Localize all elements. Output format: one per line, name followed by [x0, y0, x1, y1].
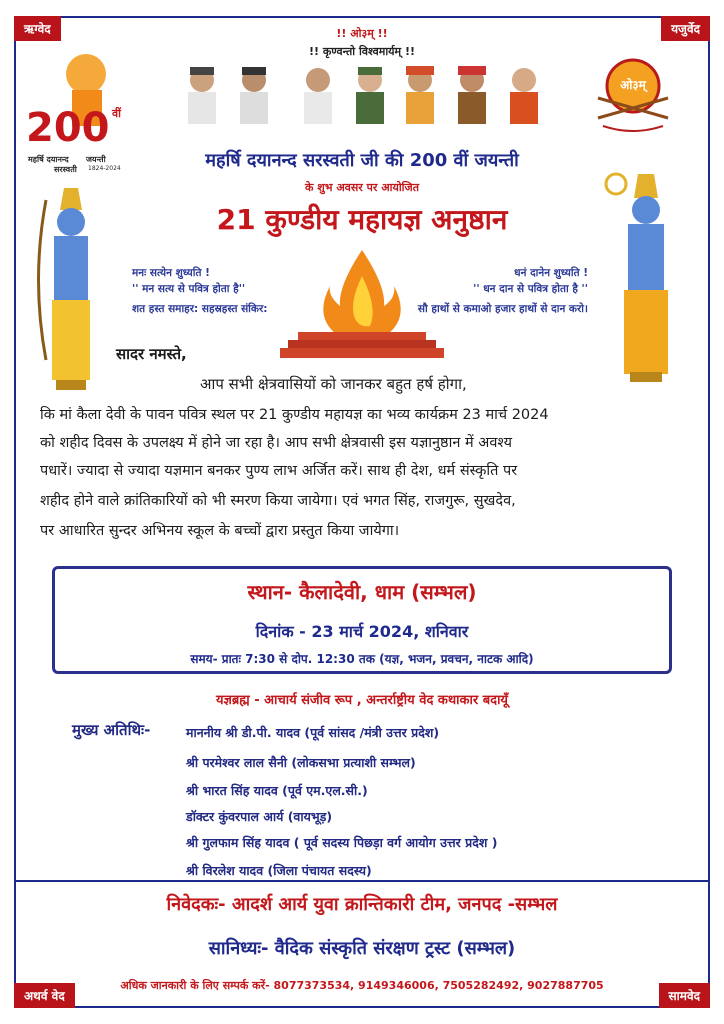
guest-item: श्री भारत सिंह यादव (पूर्व एम.एल.सी.) — [186, 783, 368, 798]
portrait-2 — [232, 62, 276, 124]
body-line6: पर आधारित सुन्दर अभिनय स्कूल के बच्चों द्वारा प्रस्तुत किया जायेगा। — [40, 523, 400, 539]
om-header: !! ओ३म् !! — [336, 27, 388, 40]
portrait-3 — [296, 62, 340, 124]
fire-icon — [278, 246, 446, 362]
quote-right-line1: धनं दानेन शुध्यति ! — [514, 267, 588, 279]
quote-left-line3: शत हस्त समाहर: सहस्रहस्त संकिर: — [132, 303, 268, 315]
deity-right-figure — [596, 164, 696, 389]
guest-item: श्री विरलेश यादव (जिला पंचायत सदस्य) — [186, 863, 372, 878]
guest-item: माननीय श्री डी.पी. यादव (पूर्व सांसद /मंत्री उत्तर प्रदेश) — [186, 725, 440, 740]
quote-right-line3: सौ हाथों से कमाओ हजार हाथों से दान करो। — [417, 303, 588, 315]
footer-nivedak: निवेदकः- आदर्श आर्य युवा क्रान्तिकारी टीम, जनपद -सम्भल — [166, 894, 558, 915]
portrait-1 — [180, 62, 224, 124]
guests-label: मुख्य अतिथिः- — [72, 721, 151, 739]
badge-line2: सरस्वती — [54, 165, 77, 174]
corner-label-rigveda: ऋग्वेद — [14, 16, 61, 41]
yajna-brahma: यज्ञब्रह्म - आचार्य संजीव रूप , अन्तर्राष्ट्रीय वेद कथाकार बदायूँ — [216, 693, 508, 708]
portrait-6 — [450, 62, 494, 124]
om-symbol-icon — [588, 48, 678, 138]
quote-left-line2: '' मन सत्य से पवित्र होता है'' — [132, 283, 246, 295]
greeting: सादर नमस्ते, — [116, 345, 187, 363]
event-time: समय- प्रातः 7:30 से दोप. 12:30 तक (यज्ञ, भजन, प्रवचन, नाटक आदि) — [190, 652, 534, 666]
badge-years: 1824-2024 — [88, 165, 121, 172]
motto: !! कृण्वन्तो विश्वमार्यम् !! — [309, 45, 415, 58]
badge-line1: महर्षि दयानन्द — [28, 155, 69, 164]
guest-item: श्री परमेश्वर लाल सैनी (लोकसभा प्रत्याशी सम्भल) — [186, 755, 416, 770]
corner-label-samaveda: सामवेद — [659, 983, 710, 1008]
portrait-5 — [398, 62, 442, 124]
body-line2: कि मां कैला देवी के पावन पवित्र स्थल पर 21 कुण्डीय महायज्ञ का भव्य कार्यक्रम 23 मार्च 2024 — [40, 407, 549, 423]
footer-divider — [14, 880, 710, 882]
title-line2: के शुभ अवसर पर आयोजित — [305, 181, 419, 194]
body-line1: आप सभी क्षेत्रवासियों को जानकर बहुत हर्ष होगा, — [200, 375, 467, 393]
deity-left-figure — [26, 180, 116, 395]
shri-krishna-icon — [596, 164, 696, 389]
havan-kund-illustration — [278, 246, 446, 362]
quote-left-line1: मनः सत्येन शुध्यति ! — [132, 267, 210, 279]
event-date: दिनांक - 23 मार्च 2024, शनिवार — [255, 622, 469, 641]
quote-right-line2: '' धन दान से पवित्र होता है '' — [473, 283, 588, 295]
body-line3: को शहीद दिवस के उपलक्ष्य में होने जा रहा है। आप सभी क्षेत्रवासी इस यज्ञानुष्ठान में अवश्य — [40, 435, 512, 451]
guest-item: डॉक्टर कुंवरपाल आर्य (वायभूड़) — [186, 809, 333, 824]
badge-jayanti: जयन्ती — [86, 155, 106, 164]
event-venue: स्थान- कैलादेवी, धाम (सम्भल) — [247, 580, 477, 604]
badge-number: 200 — [26, 105, 110, 151]
portrait-4 — [348, 62, 392, 124]
footer-sanidhya: सानिध्यः- वैदिक संस्कृति संरक्षण ट्रस्ट (सम्भल) — [208, 938, 516, 959]
corner-label-atharvaveda: अथर्व वेद — [14, 983, 75, 1008]
jayanti-200-badge — [26, 46, 132, 176]
om-emblem — [588, 48, 678, 138]
body-line4: पधारें। ज्यादा से ज्यादा यज्ञमान बनकर पुण्य लाभ अर्जित करें। साथ ही देश, धर्म संस्कृति पर — [40, 463, 518, 479]
badge-suffix: वीं — [112, 107, 121, 120]
corner-label-yajurveda: यजुर्वेद — [661, 16, 710, 41]
shri-ram-icon — [26, 180, 116, 395]
footer-contact: अधिक जानकारी के लिए सम्पर्क करें- 8077373534, 9149346006, 7505282492, 9027887705 — [120, 979, 604, 992]
guest-item: श्री गुलफाम सिंह यादव ( पूर्व सदस्य पिछड़ा वर्ग आयोग उत्तर प्रदेश ) — [186, 835, 498, 850]
body-line5: शहीद होने वाले क्रांतिकारियों को भी स्मरण किया जायेगा। एवं भगत सिंह, राजगुरू, सुखदेव, — [40, 493, 516, 509]
portrait-7 — [502, 62, 546, 124]
page-title: 21 कुण्डीय महायज्ञ अनुष्ठान — [216, 203, 508, 236]
om-emblem-text: ओ३म् — [620, 78, 646, 92]
title-line1: महर्षि दयानन्द सरस्वती जी की 200 वीं जयन्ती — [205, 150, 519, 171]
